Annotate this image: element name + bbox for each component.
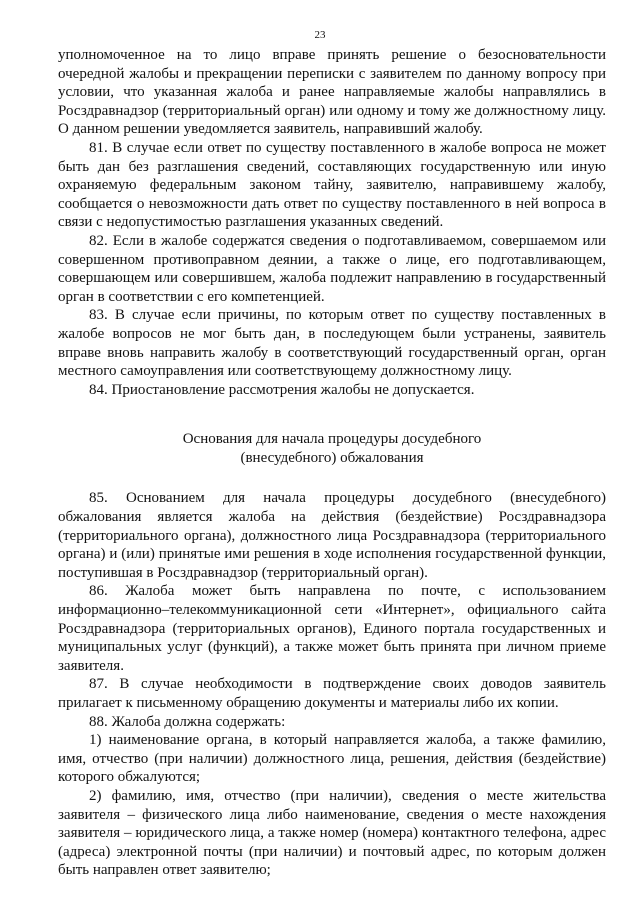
list-item-1: 1) наименование органа, в который направляется жалоба, а также фамилию, имя, отчество (при наличии) должностного лица, решения, действия (бездействие) которого обжалуются; xyxy=(58,732,606,786)
paragraph-85: 85. Основанием для начала процедуры досудебного (внесудебного) обжалования является жалоба на действия (бездействие) Росздравнадзора (территориального органа), должностного лица Росздравнадзора (территориального органа) и (или) принятые ими решения в ходе исполнения государственной функции, поступившая в Росздравнадзор (территориальный орган). xyxy=(58,490,606,581)
paragraph-84: 84. Приостановление рассмотрения жалобы не допускается. xyxy=(89,381,475,398)
list-item-2: 2) фамилию, имя, отчество (при наличии), сведения о месте жительства заявителя – физического лица либо наименование, сведения о месте нахождения заявителя – юридического лица, а также номер (номера) контактного телефона, адрес (адреса) электронной почты (при наличии) и почтовый адрес, по которым должен быть направлен ответ заявителю; xyxy=(58,787,606,879)
section-heading xyxy=(58,430,606,467)
paragraph-81: 81. В случае если ответ по существу поставленного в жалобе вопроса не может быть дан без разглашения сведений, составляющих государственную или иную охраняемую федеральным законом тайну, заявителю, направившему жалобу, сообщается о невозможности дать ответ по существу поставленного в ней вопроса в связи с недопустимостью разглашения указанных сведений. xyxy=(58,139,606,231)
paragraph-continuation: уполномоченное на то лицо вправе принять решение о безосновательности очередной жалобы и прекращении переписки с заявителем по данному вопросу при условии, что указанная жалоба и ранее направляемые жалобы направлялись в Росздравнадзор (территориальный орган) или одному и тому же должностному лицу. О данном решении уведомляется заявитель, направивший жалобу. xyxy=(58,47,606,138)
page-number: 23 xyxy=(314,29,326,41)
section-heading-line-2: (внесудебного) обжалования xyxy=(240,449,424,466)
paragraph-86: 86. Жалоба может быть направлена по почте, с использованием информационно–телекоммуникационной сети «Интернет», официального сайта Росздравнадзора (территориальных органов), Единого портала государственных и муниципальных услуг (функций), а также может быть принята при личном приеме заявителя. xyxy=(58,583,606,674)
section-heading-line-1: Основания для начала процедуры досудебного xyxy=(182,431,482,448)
document-body xyxy=(58,46,606,880)
paragraph-87: 87. В случае необходимости в подтверждение своих доводов заявитель прилагает к письменному обращению документы и материалы либо их копии. xyxy=(58,676,606,711)
paragraph-83: 83. В случае если причины, по которым ответ по существу поставленных в жалобе вопросов не мог быть дан, в последующем были устранены, заявитель вправе вновь направить жалобу в соответствующий государственный орган, орган местного самоуправления или соответствующему должностному лицу. xyxy=(58,307,606,380)
paragraph-88: 88. Жалоба должна содержать: xyxy=(89,713,286,730)
paragraph-82: 82. Если в жалобе содержатся сведения о подготавливаемом, совершаемом или совершенном противоправном деянии, а также о лице, его подготавливающем, совершающем или совершившем, жалоба подлежит направлению в государственный орган в соответствии с его компетенцией. xyxy=(58,232,606,305)
